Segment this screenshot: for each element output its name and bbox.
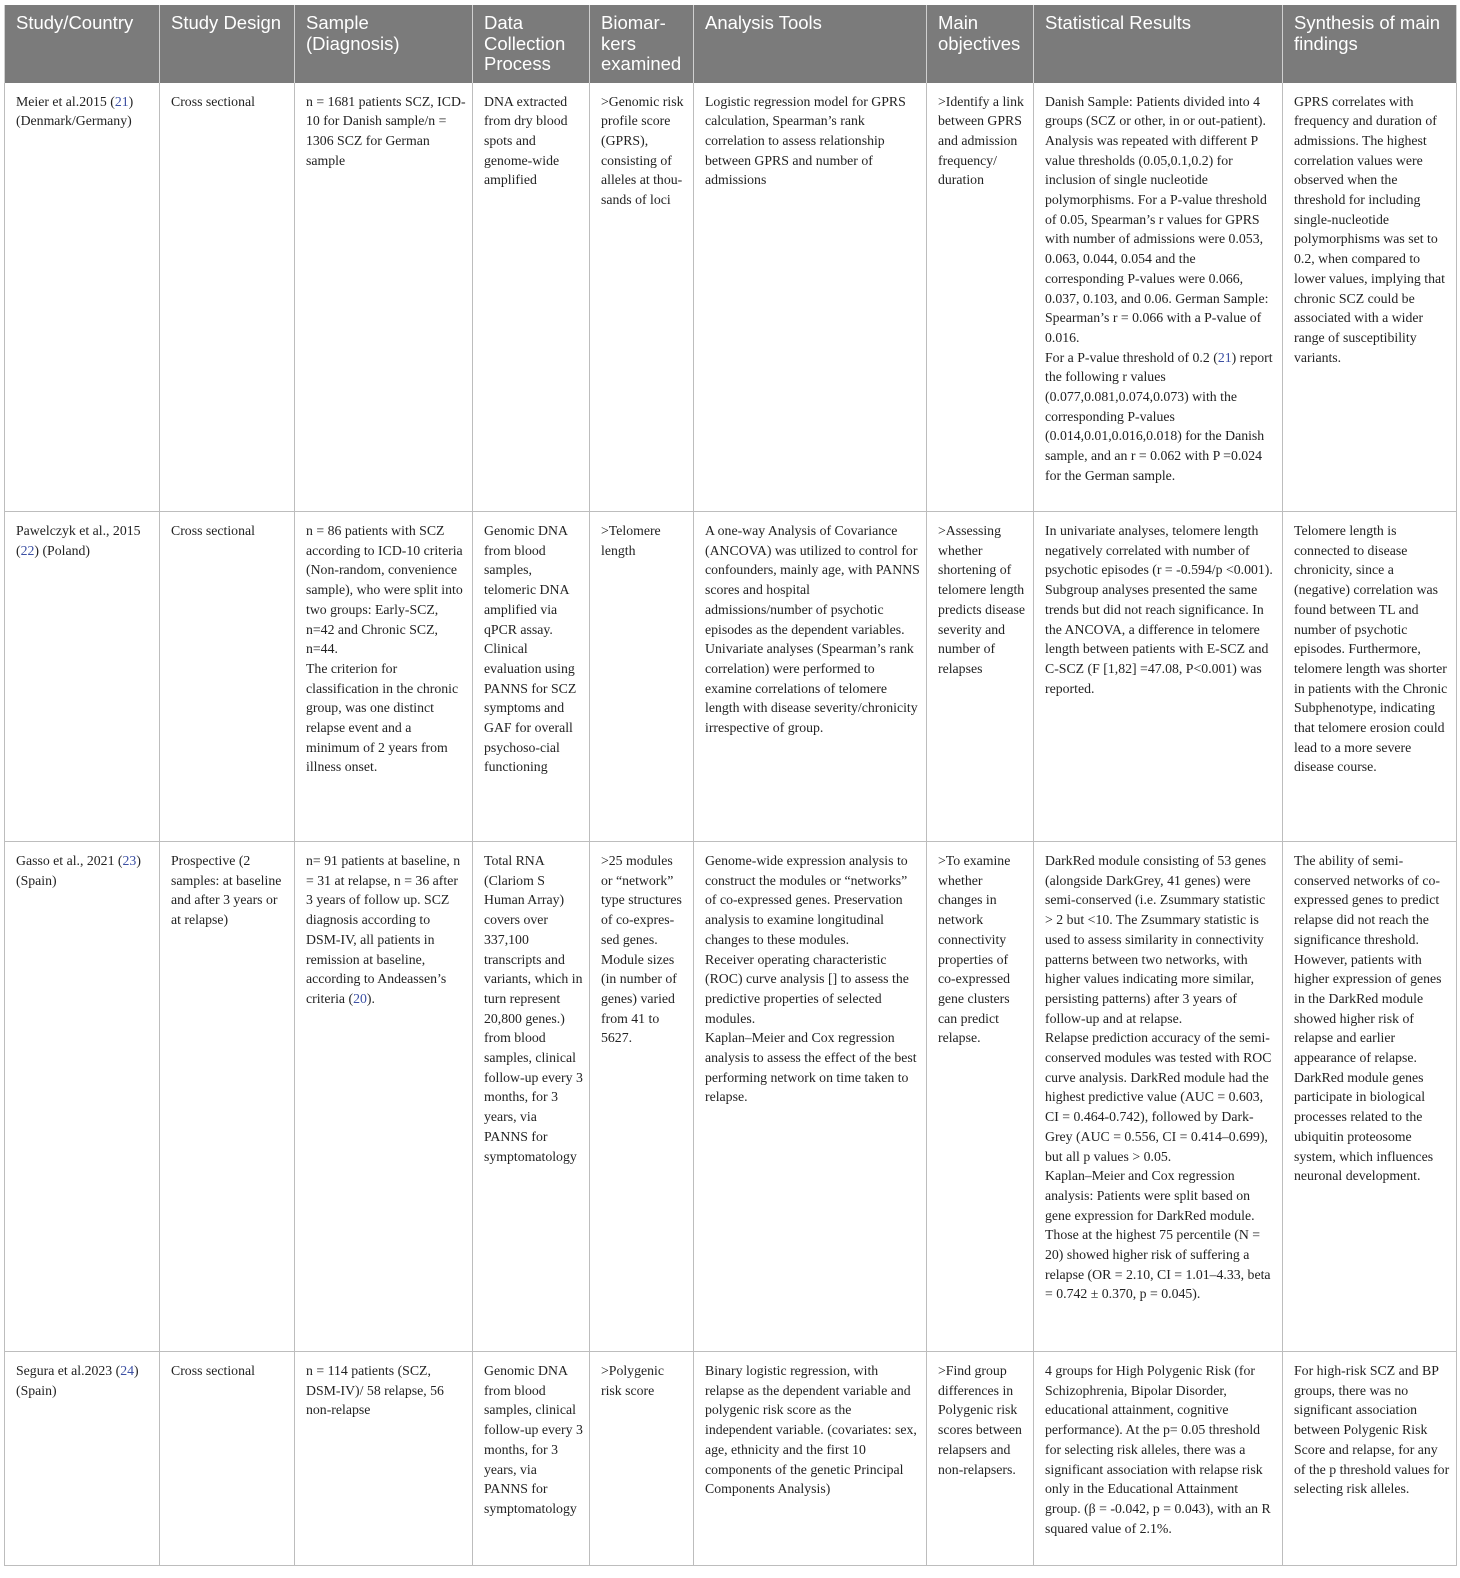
cell-sample bbox=[295, 512, 473, 842]
cell-main-objectives: >Identify a link between GPRS and admission frequency/ duration bbox=[927, 83, 1034, 512]
sample-text-end: ). bbox=[366, 990, 375, 1006]
reference-link[interactable]: 21 bbox=[1217, 349, 1232, 365]
reference-link[interactable]: 24 bbox=[120, 1363, 135, 1378]
analysis-paragraph: Receiver operating characteristic (ROC) curve analysis [] to assess the predictive properties of selected modules. bbox=[705, 951, 909, 1026]
cell-sample bbox=[295, 842, 473, 1352]
cell-study-design: Cross sectional bbox=[160, 83, 295, 512]
cell-statistical-results: In univariate analyses, telomere length negatively correlated with number of psychotic episodes (r = -0.594/p <0.001). Subgroup analyses presented the same trends but did not reach significance. In the ANCOVA, a difference in telomere length between patients with E-SCZ and C-SCZ (F [1,82] =47.08, P<0.001) was reported. bbox=[1034, 512, 1283, 842]
cell-analysis-tools: Binary logistic regression, with relapse as the dependent variable and polygenic risk score as the independent variable. (covariates: sex, age, ethnicity and the first 10 components of the genetic Principal Components Analysis) bbox=[694, 1352, 927, 1566]
results-text: ) report the following r values (0.077,0.081,0.074,0.073) with the corresponding P-values (0.014,0.01,0.016,0.018) for the Danish sample, and an r = 0.062 with P =0.024 for the German sample. bbox=[1045, 349, 1273, 483]
results-paragraph: Analysis was repeated with different P value thresholds (0.05,0.1,0.2) for inclusion of single nucleotide polymorphisms. For a P-value threshold of 0.05, Spearman’s r values for GPRS with number of admissions were 0.053, 0.063, 0.044, 0.054 and the corresponding P-values were 0.066, 0.037, 0.103, and 0.06. German Sample: Spearman’s r = 0.066 with a P-value of 0.016. bbox=[1045, 132, 1269, 345]
reference-link[interactable]: 20 bbox=[353, 990, 367, 1006]
cell-statistical-results bbox=[1034, 842, 1283, 1352]
study-country: ) (Spain) bbox=[16, 1363, 139, 1398]
header-row bbox=[5, 5, 1457, 83]
results-paragraph bbox=[1045, 348, 1276, 486]
table-row bbox=[5, 842, 1457, 1352]
study-name: Gasso et al., 2021 ( bbox=[16, 853, 123, 868]
col-header-biomarkers: Biomar-kers examined bbox=[590, 5, 694, 83]
cell-study-country bbox=[5, 83, 160, 512]
analysis-paragraph: Kaplan–Meier and Cox regression analysis to assess the effect of the best performing network on time taken to relapse. bbox=[705, 1030, 917, 1105]
results-paragraph: Relapse prediction accuracy of the semi-conserved modules was tested with ROC curve analysis. DarkRed module had the highest predictive value (AUC = 0.603, CI = 0.464-0.742), followed by Dark-Grey (AUC = 0.556, CI = 0.414–0.699), but all p values > 0.05. bbox=[1045, 1030, 1272, 1164]
cell-data-collection: DNA extracted from dry blood spots and genome-wide amplified bbox=[473, 83, 590, 512]
sample-paragraph: n = 86 patients with SCZ according to ICD-10 criteria (Non-random, convenience sample), who were split into two groups: Early-SCZ, n=42 and Chronic SCZ, n=44. bbox=[306, 523, 463, 657]
studies-table bbox=[4, 5, 1457, 1566]
cell-sample: n = 1681 patients SCZ, ICD-10 for Danish sample/n = 1306 SCZ for German sample bbox=[295, 83, 473, 512]
col-header-data-collection: Data Collection Process bbox=[473, 5, 590, 83]
cell-main-objectives: >To examine whether changes in network connectivity properties of co-expressed gene clusters can predict relapse. bbox=[927, 842, 1034, 1352]
table-row bbox=[5, 512, 1457, 842]
reference-link[interactable]: 21 bbox=[114, 93, 129, 109]
col-header-main-objectives: Main objectives bbox=[927, 5, 1034, 83]
cell-study-design: Prospective (2 samples: at baseline and after 3 years or at relapse) bbox=[160, 842, 295, 1352]
studies-table-container bbox=[4, 5, 1456, 1566]
results-paragraph: Danish Sample: Patients divided into 4 groups (SCZ or other, in or out-patient). bbox=[1045, 93, 1266, 129]
cell-synthesis bbox=[1283, 842, 1457, 1352]
biomarkers-paragraph: Module sizes (in number of genes) varied from 41 to 5627. bbox=[601, 951, 677, 1046]
reference-link[interactable]: 23 bbox=[122, 853, 137, 868]
cell-data-collection: Genomic DNA from blood samples, telomeric DNA amplified via qPCR assay. Clinical evaluation using PANNS for SCZ symptoms and GAF for overall psychoso-cial functioning bbox=[473, 512, 590, 842]
cell-biomarkers: >Polygenic risk score bbox=[590, 1352, 694, 1566]
col-header-analysis-tools: Analysis Tools bbox=[694, 5, 927, 83]
synthesis-paragraph: The ability of semi-conserved networks of co-expressed genes to predict relapse did not reach the significance threshold. bbox=[1294, 853, 1440, 947]
cell-study-country bbox=[5, 512, 160, 842]
cell-study-country bbox=[5, 842, 160, 1352]
study-name: Segura et al.2023 ( bbox=[16, 1363, 121, 1378]
cell-biomarkers: >Telomere length bbox=[590, 512, 694, 842]
cell-study-design: Cross sectional bbox=[160, 1352, 295, 1566]
cell-statistical-results bbox=[1034, 83, 1283, 512]
cell-synthesis: GPRS correlates with frequency and duration of admissions. The highest correlation values were observed when the threshold for including single-nucleotide polymorphisms was set to 0.2, when compared to lower values, implying that chronic SCZ could be associated with a wider range of susceptibility variants. bbox=[1283, 83, 1457, 512]
study-name: Pawelczyk et al., 2015 ( bbox=[16, 523, 141, 558]
study-country: ) (Denmark/Germany) bbox=[16, 93, 134, 129]
study-name: Meier et al.2015 ( bbox=[16, 93, 115, 109]
col-header-statistical-results: Statistical Results bbox=[1034, 5, 1283, 83]
col-header-study-design: Study Design bbox=[160, 5, 295, 83]
col-header-study-country: Study/Country bbox=[5, 5, 160, 83]
col-header-sample: Sample (Diagnosis) bbox=[295, 5, 473, 83]
cell-biomarkers bbox=[590, 842, 694, 1352]
cell-statistical-results: 4 groups for High Polygenic Risk (for Schizophrenia, Bipolar Disorder, educational attainment, cognitive performance). At the p= 0.05 threshold for selecting risk alleles, there was a significant association with relapse risk only in the Educational Attainment group. (β = -0.042, p = 0.043), with an R squared value of 2.1%. bbox=[1034, 1352, 1283, 1566]
results-paragraph: Kaplan–Meier and Cox regression analysis: Patients were split based on gene expression for DarkRed module. Those at the highest 75 percentile (N = 20) showed higher risk of suffering a relapse (OR = 2.10, CI = 1.01–4.33, beta = 0.742 ± 0.370, p = 0.045). bbox=[1045, 1168, 1271, 1302]
study-country: ) (Poland) bbox=[34, 542, 90, 558]
col-header-synthesis: Synthesis of main findings bbox=[1283, 5, 1457, 83]
cell-study-design: Cross sectional bbox=[160, 512, 295, 842]
biomarkers-paragraph: >25 modules or “network” type structures of co-expres-sed genes. bbox=[601, 853, 682, 947]
study-country: ) (Spain) bbox=[16, 853, 141, 888]
cell-study-country bbox=[5, 1352, 160, 1566]
cell-main-objectives: >Find group differences in Polygenic risk scores between relapsers and non-relapsers. bbox=[927, 1352, 1034, 1566]
results-text: For a P-value threshold of 0.2 ( bbox=[1045, 349, 1218, 365]
cell-biomarkers: >Genomic risk profile score (GPRS), consisting of alleles at thou-sands of loci bbox=[590, 83, 694, 512]
cell-data-collection: Genomic DNA from blood samples, clinical follow-up every 3 months, for 3 years, via PANNS for symptomatology bbox=[473, 1352, 590, 1566]
analysis-paragraph: Genome-wide expression analysis to construct the modules or “networks” of co-expressed genes. Preservation analysis to examine longitudinal changes to these modules. bbox=[705, 853, 908, 947]
cell-analysis-tools: A one-way Analysis of Covariance (ANCOVA) was utilized to control for confounders, mainly age, with PANNS scores and hospital admissions/number of psychotic episodes as the dependent variables. Univariate analyses (Spearman’s rank correlation) were performed to examine correlations of telomere length with disease severity/chronicity irrespective of group. bbox=[694, 512, 927, 842]
table-row bbox=[5, 83, 1457, 512]
cell-analysis-tools: Logistic regression model for GPRS calculation, Spearman’s rank correlation to assess relationship between GPRS and number of admissions bbox=[694, 83, 927, 512]
cell-synthesis: Telomere length is connected to disease chronicity, since a (negative) correlation was found between TL and number of psychotic episodes. Furthermore, telomere length was shorter in patients with the Chronic Subphenotype, indicating that telomere erosion could lead to a more severe disease course. bbox=[1283, 512, 1457, 842]
table-row bbox=[5, 1352, 1457, 1566]
cell-data-collection: Total RNA (Clariom S Human Array) covers over 337,100 transcripts and variants, which in turn represent 20,800 genes.) from blood samples, clinical follow-up every 3 months, for 3 years, via PANNS for symptomatology bbox=[473, 842, 590, 1352]
cell-synthesis: For high-risk SCZ and BP groups, there was no significant association between Polygenic Risk Score and relapse, for any of the p threshold values for selecting risk alleles. bbox=[1283, 1352, 1457, 1566]
cell-sample: n = 114 patients (SCZ, DSM-IV)/ 58 relapse, 56 non-relapse bbox=[295, 1352, 473, 1566]
reference-link[interactable]: 22 bbox=[20, 542, 35, 558]
results-paragraph: DarkRed module consisting of 53 genes (alongside DarkGrey, 41 genes) were semi-conserved (i.e. Zsummary statistic > 2 but <10. The Zsummary statistic is used to assess similarity in connectivity patterns between two networks, with higher values indicating more similar, persisting patterns) after 3 years of follow-up and at relapse. bbox=[1045, 853, 1267, 1026]
cell-analysis-tools bbox=[694, 842, 927, 1352]
cell-main-objectives: >Assessing whether shortening of telomere length predicts disease severity and number of relapses bbox=[927, 512, 1034, 842]
synthesis-paragraph: However, patients with higher expression of genes in the DarkRed module showed higher risk of relapse and earlier appearance of relapse. DarkRed module genes participate in biological processes related to the ubiquitin proteosome system, which influences neuronal development. bbox=[1294, 951, 1442, 1184]
sample-text: n= 91 patients at baseline, n = 31 at relapse, n = 36 after 3 years of follow up. SCZ diagnosis according to DSM-IV, all patients in remission at baseline, according to Andeassen’s criteria ( bbox=[306, 853, 461, 1006]
sample-paragraph: The criterion for classification in the chronic group, was one distinct relapse event and a minimum of 2 years from illness onset. bbox=[306, 660, 459, 775]
